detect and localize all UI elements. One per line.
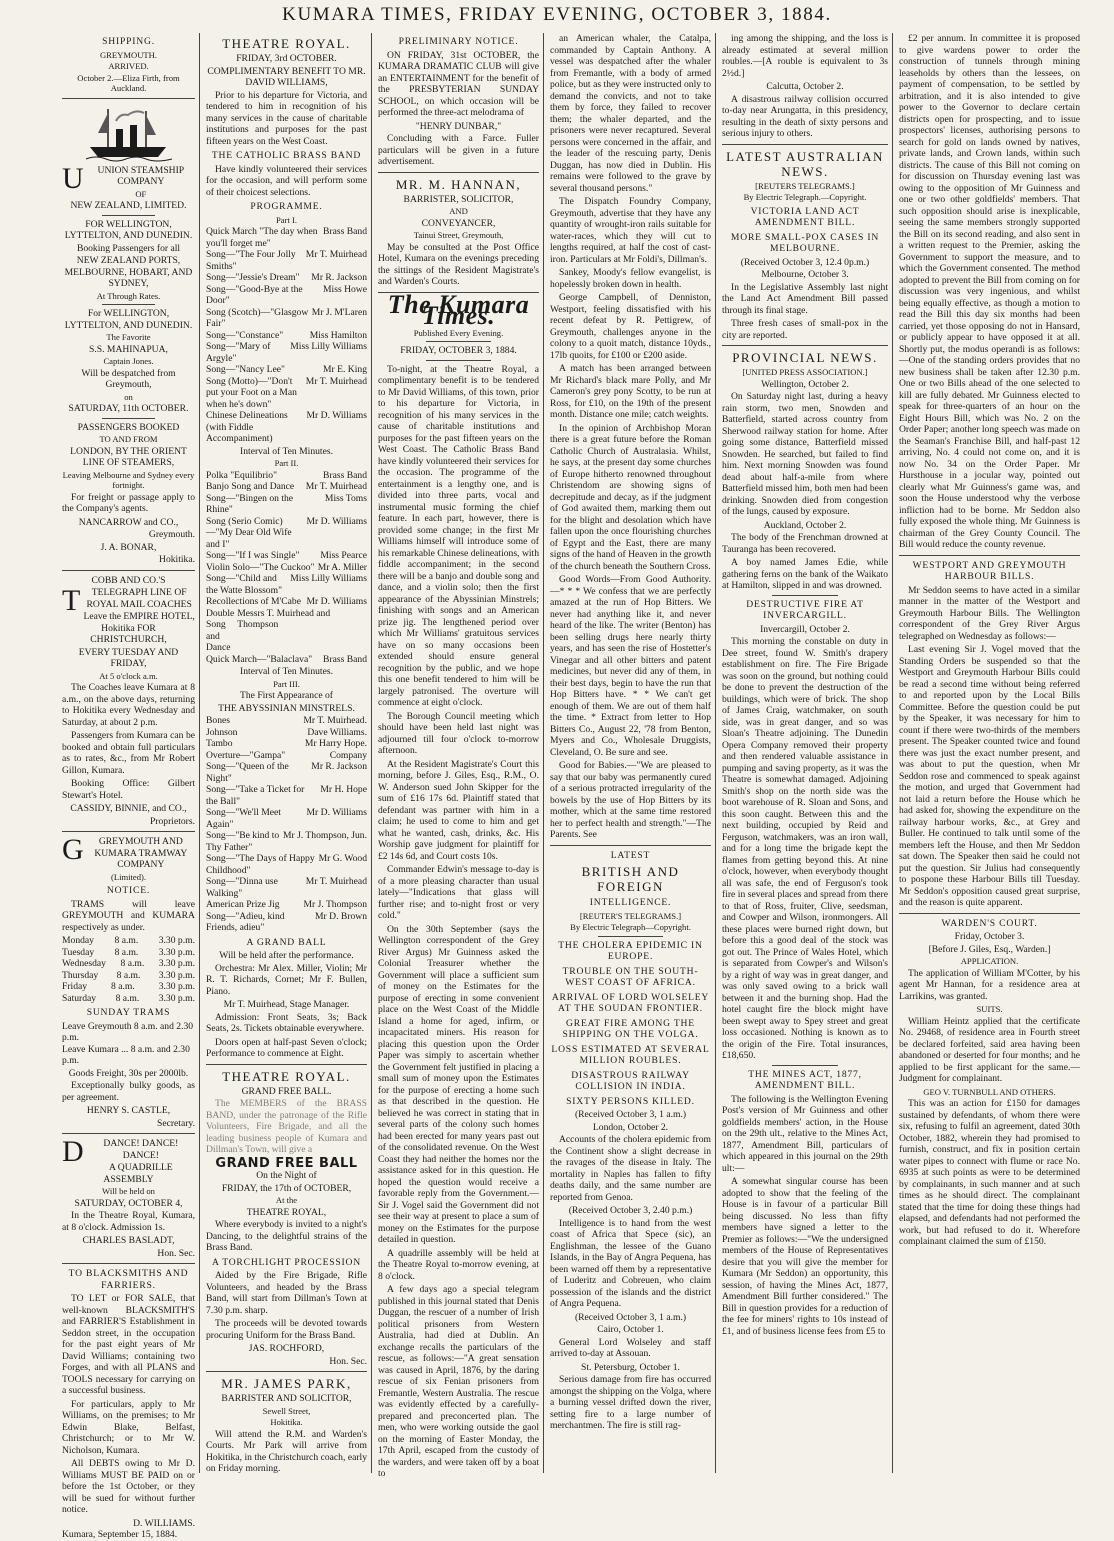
tramway-limited: (Limited). <box>110 871 147 882</box>
news-paragraph: an American whaler, the Catalpa, commanded by Captain Anthony. A vessel was despatched after the whaler from Fremantle, with a body of armed police, but as they were instructed only to demand the convicts, and not to take them by force, they failed to recover them; the whaler departed, and the prisoners were never recaptured. Several persons were concerned in the affair, and the leader of the rescuing party, Denis Duggan, has now died in Dublin. His remains were followed to the grave by several thousand persons." <box>550 33 711 194</box>
doors-open: Doors open at half-past Seven o'clock; Performance to commence at Eight. <box>206 1036 367 1059</box>
dance-quadrille: A QUADRILLE ASSEMBLY <box>103 1162 173 1185</box>
received-1: (Received October 3, 1 a.m.) <box>574 1109 687 1120</box>
list-item: Song—"The Days of Happy Childhood" Mr G. Wood <box>206 853 367 876</box>
nameplate: The Kumara Times. <box>387 289 530 330</box>
list-item: Song—"Nancy Lee" Mr E. King <box>206 364 367 375</box>
usc-favorite: The Favorite <box>106 332 151 342</box>
table-row: Thursday 8 a.m. 3.30 p.m. <box>62 969 195 981</box>
calcutta-body: A disastrous railway collision occurred to-day near Arungatta, in this presidency, resulting in the death of sixty persons and serious injury to others. <box>722 93 888 139</box>
blacksmiths-body-2: For particulars, apply to Mr Williams, on the premises; to Mr Edwin Blake, Belfast, Christchurch; or to Mr W. Nicholson, Kumara. <box>62 1398 195 1456</box>
theatre-royal-heading-2: THEATRE ROYAL. <box>222 1068 351 1084</box>
cobb-leave: Leave the EMPIRE HOTEL, Hokitika FOR CHRISTCHURCH, <box>83 611 195 645</box>
table-row: Wednesday 8 a.m. 3.30 p.m. <box>62 958 195 969</box>
hannan-and: AND <box>449 206 468 216</box>
divider <box>62 1263 195 1264</box>
list-item: Double Song and Dance Messrs T. Muirhead and Thompson <box>206 607 331 653</box>
provincial-news-heading: PROVINCIAL NEWS. <box>732 350 878 365</box>
preliminary-body: ON FRIDAY, 31st OCTOBER, the KUMARA DRAMATIC CLUB will give an ENTERTAINMENT for the benefit of the PRESBYTERIAN SUNDAY SCHOOL, on which occasion will be performed the three-act melodrama of <box>378 49 539 118</box>
sunday-trams-heading: SUNDAY TRAMS <box>86 1007 171 1018</box>
intelligence-body: Intelligence is to hand from the west coast of Africa that Spece (sic), an Englishman, the lessee of the Guano Islands, in the Bay of Angra Pequena, has been warned off them by a representative of Luderitz and Cobreuen, who claim possession of the islands and the district of Angra Pequena. <box>550 1217 711 1309</box>
cast-list <box>206 715 367 750</box>
preliminary-heading: PRELIMINARY NOTICE. <box>398 36 519 47</box>
passengers-freight: For freight or passage apply to the Company's agents. <box>62 491 195 514</box>
interval-1: Interval of Ten Minutes. <box>240 445 333 457</box>
list-item: Song—"Good-Bye at the Door" Miss Howe <box>206 283 367 306</box>
list-item: American Prize Jig Mr J. Thompson <box>206 899 367 910</box>
dateline-calcutta: Calcutta, October 2. <box>766 81 844 92</box>
free-ball-at: At the <box>275 1195 298 1205</box>
free-ball-venue: THEATRE ROYAL, <box>246 1206 327 1218</box>
latest-australian-heading: LATEST AUSTRALIAN NEWS. <box>726 148 884 179</box>
dance-where: In the Theatre Royal, Kumara, at 8 o'clock. Admission 1s. <box>62 1210 195 1233</box>
blacksmiths-heading: TO BLACKSMITHS AND FARRIERS. <box>68 1268 189 1291</box>
melbourne-body: In the Legislative Assembly last night the Land Act Amendment Bill passed through its final stage. <box>722 281 888 316</box>
table-row: Friday 8 a.m. 3.30 p.m. <box>62 981 195 992</box>
cobb-days: EVERY TUESDAY AND FRIDAY, <box>78 646 179 669</box>
usc-booking: Booking Passengers for all <box>76 242 181 254</box>
cairo-body: General Lord Wolseley and staff arrived to-day at Assouan. <box>550 1336 711 1359</box>
steamship-icon <box>86 103 172 163</box>
divider <box>426 341 490 342</box>
park-address: Sewell Street, <box>262 1405 311 1416</box>
agent-2-location: Hokitika. <box>159 554 195 565</box>
news-paragraph: In the opinion of Archbishop Moran there is a great future before the Roman Catholic Church of Australasia. Whilst, he says, at the present day some churches of Europe hitherto renowned throughout Christendom are showing signs of decrepitude and decay, as if the judgment of God awaited them, marking them out for the blight and desolation which have fallen upon the once flourishing churches of Egypt and the East, there are many signs of the hand of Heaven in the growth of the church beneath the Southern Cross. <box>550 422 711 572</box>
divider <box>206 1371 367 1372</box>
part-2: Part II. <box>274 458 299 468</box>
list-item: Song—"Dinna use Walking" Mr T. Muirhead <box>206 876 367 899</box>
sunday-line-1: Leave Greymouth 8 a.m. and 2.30 p.m. <box>62 1020 194 1043</box>
editorial-paragraph: A quadrille assembly will be held at the Theatre Royal to-morrow evening, at 8 o'clock. <box>378 1247 539 1282</box>
editorial-paragraph: On the 30th September (says the Wellington correspondent of the Grey River Argus) Mr Guinness asked the Colonial Treasurer whether the Government will place a sufficient sum of money on the Estimates for the purpose of erecting in some convenient place on the West Coast of the Middle Island a home for aged, infirm, or incapacitated miners. His reason for placing this question upon the Order Paper was simply to ascertain whether the Government felt justified in placing a small sum of money upon the Estimates for the purpose of erecting a home such as that described in the question. He believed he was correct in stating that in several parts of the colony such homes had been erected for many years past out of the consolidated revenue. On the West Coast they had neither the homes nor the assistance asked for in this question. He hoped the question would receive a favorable reply from the Government.—Sir J. Vogel said the Government did not see their way at present to place a sum of money on the Estimates for the purpose detailed in question. <box>378 923 539 1245</box>
column-4 <box>546 33 716 1473</box>
hannan-body: May be consulted at the Post Office Hotel, Kumara on the evenings preceding the sittings of the Resident Magistrate's and Warden's Courts. <box>378 241 539 287</box>
torchlight-body-2: The proceeds will be devoted towards procuring Uniform for the Brass Band. <box>206 1318 367 1341</box>
dateline-wellington: Wellington, October 2. <box>761 378 849 390</box>
list-item: Johnson Dave Williams. <box>206 726 367 738</box>
part-1-list <box>206 226 367 445</box>
sunday-line-2: Leave Kumara ... 8 a.m. and 2.30 p.m. <box>62 1043 190 1066</box>
dateline-cairo: Cairo, October 1. <box>597 1324 664 1335</box>
list-item: Song—"Constance" Miss Hamilton <box>206 329 367 341</box>
bulky-goods: Exceptionally bulky goods, as per agreement. <box>62 1080 195 1103</box>
park-title: BARRISTER AND SOLICITOR, <box>221 1393 352 1404</box>
blacksmiths-body-3: All DEBTS owing to Mr D. Williams MUST BE PAID on or before the 1st October, or they will be sued for without further notice. <box>62 1458 195 1515</box>
list-item: Song—"If I was Single" Miss Pearce <box>206 550 367 561</box>
tram-signature: HENRY S. CASTLE, <box>86 1105 171 1116</box>
wellington-body: On Saturday night last, during a heavy rain storm, two men, Snowden and Batterfield, started across country from Sherwood railway station for home. After going some distance, Batterfield missed Snowden. He searched, but failed to find him. Next morning Snowden was found dead about half-a-mile from where Batterfield missed him, both men had been drinking. Snowden died from congestion of the lungs, caused by exposure. <box>722 391 888 517</box>
agent-2: J. A. BONAR, <box>100 541 157 553</box>
column-1 <box>58 33 200 1540</box>
cobb-body-1: The Coaches leave Kumara at 8 a.m., on the above days, returning to Hokitika every Wednesday and Saturday, at about 2 p.m. <box>62 682 195 728</box>
divider <box>772 1065 838 1066</box>
editorial-paragraph: To-night, at the Theatre Royal, a complimentary benefit is to be tendered to Mr David Williams, of this town, prior to his departure for Victoria, in recognition of his many services in the cause of charitable institutions and purposes for the past fifteen years on the West Coast. The Catholic Brass Band have kindly volunteered their services for the occasion. The programme of the entertainment is a lengthy one, and is divided into three parts, vocal and instrumental music forming the chief feature. In each part, however, there is provided some change; in the first Mr Williams himself will introduce some of his remarkable Chinese delineations, with fiddle accompaniment; in the second there will be a banjo and double song and dance, and a violin solo; then the first appearance of the Abyssinian Minstrels; finishing with songs and an American prize jig. The lengthened period over which Mr Williams' gratuitous services have on so many occasions been extended should ensure general recognition by the public, and we hope this one benefit tendered to him will be largely patronised. The overture will commence at eight o'clock. <box>378 363 539 708</box>
admission: Admission: Front Seats, 3s; Back Seats, 2s. Tickets obtainable everywhere. <box>206 1011 367 1034</box>
usc-of: OF <box>135 188 147 199</box>
harbour-body-2: Last evening Sir J. Vogel moved that the Standing Orders be suspended so that the Westport and Greymouth Harbour Bills could be read a second time without being referred to and reported upon by the Local Bills Committee. Before the question could be put by the Speaker, it was necessary for him to count if there were two-thirds of the members present. The Speaker counted twice and found there was just the exact number present, and was about to put the question, when Mr Seddon rose and commenced to speak against the motion, and urged that Government had not laid a return before the House which he had asked for, showing the expenditure on the railway harbour works, &c., at Grey and Buller. He continued to talk until some of the members left the House, and then Mr Seddon sat down. The Speaker then said he could not put the question. Sir Julius had consequently to pospone these Harbour Bills till Tuesday. Mr Seddon's opposition caused great surprise, and the reason is quite apparent. <box>899 644 1080 908</box>
copyright-label: By Electric Telegraph.—Copyright. <box>743 192 867 202</box>
usc-date: SATURDAY, 11th OCTOBER. <box>68 403 189 414</box>
dance-held: Will be held on <box>102 1186 155 1196</box>
editorial-paragraph: Commander Edwin's message to-day is of a more pleasing character than usual lately—"Indications that glass will further rise; and to-night frost or very cold." <box>378 864 539 921</box>
divider <box>62 98 195 99</box>
dance-date: SATURDAY, OCTOBER 4, <box>74 1197 183 1209</box>
list-item: Song—"We'll Meet Again" Mr D. Williams <box>206 807 367 830</box>
theatre-royal-heading: THEATRE ROYAL. <box>222 36 351 51</box>
news-heading: MORE SMALL-POX CASES IN MELBOURNE. <box>730 231 880 254</box>
reuters-label: [REUTERS TELEGRAMS.] <box>755 180 855 191</box>
news-heading: THE CHOLERA EPIDEMIC IN EUROPE. <box>558 939 703 962</box>
dateline-st-petersburg: St. Petersburg, October 1. <box>581 1361 680 1373</box>
melbourne-body-2: Three fresh cases of small-pox in the city are reported. <box>722 318 888 341</box>
column-2 <box>202 33 372 1473</box>
list-item: Bones Mr T. Muirhead. <box>206 715 367 726</box>
suit-2-heading: GEO V. TURNBULL AND OTHERS. <box>923 1086 1056 1097</box>
news-paragraph: Good Words—From Good Authority.—* * * We confess that we are perfectly amazed at the run of Hop Bitters. We never had anything like it, and never heard of the like. The writer (Benton) has been selling drugs here nearly thirty years, and has seen the rise of Hostetter's Vinegar and all other bitters and patent medicines, but never did any of them, in their best days, begin to have the run that Hop Bitters have. * * We can't get enough of them. We are out of them half the time. * Extract from letter to Hop Bitters Co., August 22, '78 from Benton, Myers and Co., Wholesale Druggists, Cleveland, O. Be sure and see. <box>550 574 711 758</box>
list-item: Song—"Queen of the Night" Mr R. Jackson <box>206 761 367 784</box>
reuters-label: [REUTER'S TELEGRAMS.] <box>579 910 682 921</box>
part-3: Part III. <box>273 678 300 689</box>
usc-despatch: Will be despatched from Greymouth, <box>81 367 176 390</box>
list-item: Polka "Equilibrio" Brass Band <box>206 469 367 481</box>
table-row: Tuesday 8 a.m. 3.30 p.m. <box>62 946 195 958</box>
divider <box>378 172 539 173</box>
grand-ball-body: Will be held after the performance. <box>219 950 354 961</box>
list-item: Chinese Delineations (with Fiddle Accompaniment) Mr D. Williams <box>206 410 367 444</box>
mines-body: The following is the Wellington Evening Post's version of Mr Guinness and other goldfields members' action, in the House on the 29th ult., relative to the Mines Act, 1877, Amendment Bill, particulars of which appeared in this journal on the 29th ult:— <box>722 1093 888 1174</box>
passengers-heading: PASSENGERS BOOKED <box>77 421 180 433</box>
wardens-court-date: Friday, October 3. <box>954 931 1025 942</box>
harbour-bills-heading: WESTPORT AND GREYMOUTH HARBOUR BILLS. <box>912 559 1067 582</box>
list-item: Song—"Take a Ticket for the Ball" Mr H. Hope <box>206 784 367 807</box>
agent-1-location: Greymouth. <box>148 529 195 540</box>
torchlight-heading: A TORCHLIGHT PROCESSION <box>211 1256 361 1268</box>
cobb-heading: COBB AND CO.'S <box>91 574 166 586</box>
divider <box>899 555 1080 556</box>
hannan-heading: MR. M. HANNAN, <box>395 176 522 192</box>
benefit-body: Prior to his departure for Victoria, and tendered to him in recognition of his many services in the cause of charitable institutions and purposes for the past fifteen years on the West Coast. <box>206 89 367 147</box>
list-item: Song—"Mary of Argyle" Miss Lilly Williams <box>206 341 367 364</box>
divider <box>772 595 838 596</box>
dateline-melbourne: Melbourne, October 3. <box>761 269 849 280</box>
free-ball-invite: Where everybody is invited to a night's Dancing, to the delightful strains of the Brass Band. <box>206 1219 367 1253</box>
cobb-signature: CASSIDY, BINNIE, and CO., <box>70 803 187 814</box>
minstrels-heading: THE ABYSSINIAN MINSTRELS. <box>218 702 355 714</box>
preliminary-play: "HENRY DUNBAR," <box>415 120 502 132</box>
copyright-label: By Electric Telegraph—Copyright. <box>570 922 691 932</box>
blacksmiths-body-1: TO LET or FOR SALE, that well-known BLACKSMITH'S and FARRIER'S Establishment in Seddon street, in the occupation for the past eight years of Mr David Williams; containing two Forges, and with all PLANS and TOOLS necessary for carrying on a successful business. <box>62 1293 195 1396</box>
usc-for-1: FOR WELLINGTON, LYTTELTON, AND DUNEDIN. <box>64 218 193 241</box>
list-item: Song—"The Four Jolly Smiths" Mr T. Muirhead <box>206 249 367 272</box>
news-paragraph: Sankey, Moody's fellow evangelist, is hopelessly broken down in health. <box>550 267 711 290</box>
tram-body: TRAMS will leave GREYMOUTH and KUMARA respectively as under. <box>62 898 195 933</box>
list-item: Song—"Bingen on the Rhine" Miss Toms <box>206 492 367 515</box>
application-body: The application of William M'Cotter, by his agent Mr Hannan, for a residence area at Larrikins, was granted. <box>899 967 1080 1002</box>
columns <box>58 33 1084 1540</box>
cobb-body-3: Booking Office: Gilbert Stewart's Hotel. <box>62 778 195 801</box>
news-paragraph: ing among the shipping, and the loss is already estimated at several million roubles.—[A rouble is equivalent to 3s 2½d.] <box>722 33 888 79</box>
list-item: Quick March—"Balaclava" Brass Band <box>206 653 367 665</box>
free-ball-body: The MEMBERS of the BRASS BAND, under the patronage of the Rifle Volunteers, Fire Brigade, and all the leading business people of Kumara and Dillman's Town, will give a <box>206 1098 367 1155</box>
divider <box>62 831 195 832</box>
list-item: Song (Serio Comic)—"My Dear Old Wife and I" Mr D. Williams <box>206 515 367 550</box>
list-item: Quick March "The day when you'll forget me" Brass Band <box>206 226 367 249</box>
free-ball-date: FRIDAY, the 17th of OCTOBER, <box>221 1182 352 1194</box>
news-heading: SIXTY PERSONS KILLED. <box>566 1095 695 1107</box>
free-ball-heading: GRAND FREE BALL. <box>241 1085 332 1097</box>
passengers-to: TO AND FROM <box>99 434 158 444</box>
divider <box>426 360 490 361</box>
usc-ports: NEW ZEALAND PORTS, MELBOURNE, HOBART, AND SYDNEY, <box>64 255 193 289</box>
usc-rates: At Through Rates. <box>96 290 161 301</box>
editorial-date: FRIDAY, OCTOBER 3, 1884. <box>400 345 517 356</box>
list-item: Song—"Jessie's Dream" Mr R. Jackson <box>206 272 367 283</box>
wardens-court-heading: WARDEN'S COURT. <box>941 917 1038 929</box>
intelligence-heading: INTELLIGENCE. <box>589 897 672 908</box>
arrival-entry: October 2.—Eliza Firth, from Auckland. <box>77 72 180 93</box>
agent-1: NANCARROW and CO., <box>78 516 179 528</box>
editorial-paragraph: The Borough Council meeting which should have been held last night was adjourned till four o'clock to-morrow afternoon. <box>378 710 539 756</box>
divider <box>899 913 1080 914</box>
divider <box>722 345 888 346</box>
park-town: Hokitika. <box>270 1417 303 1427</box>
list-item: Violin Solo—"The Cuckoo" Mr A. Miller <box>206 561 367 573</box>
benefit-heading: COMPLIMENTARY BENEFIT TO MR. DAVID WILLIAMS, <box>207 65 366 88</box>
part-2-list <box>206 470 367 666</box>
dateline-invercargill: Invercargill, October 2. <box>760 623 850 635</box>
theatre-date: FRIDAY, 3rd OCTOBER. <box>236 53 337 64</box>
suit-2: This was an action for £150 for damages sustained by defendants, of whom there were six, refusing to fulfil an agreement, dated 30th October, 1882, wherein they had promised to furnish, construct, and fix in position certain water pipes to connect with flume or race No. 6935 at such points as were to be determined by complainants, in such manner and at such times as he should direct. The complainant stated that the time for doing these things had elapsed, and defendants had not performed the work, but had refused to do it. Wherefore complainant claimed the sum of £150. <box>899 1098 1080 1247</box>
programme-heading: PROGRAMME. <box>250 201 323 212</box>
fire-heading: DESTRUCTIVE FIRE AT INVERCARGILL. <box>746 598 864 621</box>
usc-title: U UNION STEAMSHIP COMPANY <box>62 161 185 195</box>
free-ball-night: On the Night of <box>256 1170 317 1181</box>
news-paragraph: Good for Babies.—"We are pleased to say that our baby was permanently cured of a serious protracted irregularity of the bowels by the use of Hop Bitters by its mother, which at the same time restored her to perfect health and strength."—The Parents. See <box>550 760 711 840</box>
auckland-body-2: A boy named James Edie, while gathering ferns on the bank of the Waikato at Hamilton, slipped in and was drowned. <box>722 557 888 591</box>
part-3-list <box>206 750 367 934</box>
band-body: Have kindly volunteered their services for the occasion, and will perform some of their choicest selections. <box>206 163 367 198</box>
news-heading: LOSS ESTIMATED AT SEVERAL MILLION ROUBLES. <box>551 1043 710 1066</box>
cobb-body-2: Passengers from Kumara can be booked and obtain full particulars as to rates, &c., from Mr Robert Gillon, Kumara. <box>62 730 195 776</box>
suits-heading: SUITS. <box>976 1004 1003 1014</box>
news-heading: VICTORIA LAND ACT AMENDMENT BILL. <box>750 205 860 228</box>
news-paragraph: A match has been arranged between Mr Richard's black mare Polly, and Mr Cameron's grey pony Scotty, to be run at Ross, for £10, on the 19th of the present month. Distance one mile; catch weights. <box>550 363 711 420</box>
application-heading: APPLICATION. <box>960 956 1019 966</box>
tramway-title: G GREYMOUTH AND KUMARA TRAMWAY COMPANY <box>62 833 188 870</box>
list-item: Song—"Be kind to Thy Father" Mr J. Thompson, Jun. <box>206 830 367 853</box>
received-2: (Received October 3, 2.40 p.m.) <box>568 1205 693 1216</box>
invercargill-body: This morning the constable on duty in Dee street, found W. Smith's drapery establishment on fire. The Fire Brigade was soon on the ground, but nothing could be done to prevent the destruction of the buildings, which were of brick. The shop of James Craig, watchmaker, on south side, was in great danger, and so was Sloan's Theatre adjoining. The Dunedin Opera Company removed their property and then rendered valuable assistance in pumping and saving property, as it was the Theatre is somewhat damaged. Adjoining Smith's shop on the north side was the boot warehouse of R. Sloan and Sons, and this soon caught. Between this and the next building, occupied by Reid and Ferguson, watchmakers, was an iron wall, and for a long time the brigade kept the flames from getting beyond this. At nine o'clock, however, when everybody thought all was safe, the end of Ferguson's took fire in several places and spread from there to that of Ross, fruiter, Clive, seedsman, and Cowper and Wilson, ironmongers. All these places were burned right down, but before this a good deal of the stock was got out. The Prince of Wales Hotel, which is separated from Cowper's and Wilson's by a right of way was in great danger, and was only saved owing to a brick wall between it and the burning shop. Had the hotel caught fire the block might have been swept away to Spey street and great loss occasioned. Nothing is known as to the origin of the Fire. Total insurances, £18,650. <box>722 636 888 1061</box>
british-foreign-heading: BRITISH AND FOREIGN <box>581 864 680 894</box>
divider <box>62 1133 195 1134</box>
news-heading: DISASTROUS RAILWAY COLLISION IN INDIA. <box>571 1069 690 1092</box>
upa-label: [UNITED PRESS ASSOCIATION.] <box>742 367 868 377</box>
table-row: Saturday 8 a.m. 3.30 p.m. <box>62 992 195 1004</box>
divider <box>598 936 662 937</box>
interval-2: Interval of Ten Minutes. <box>240 666 333 677</box>
cobb-signature-2: Proprietors. <box>149 815 195 827</box>
table-row: Monday 8 a.m. 3.30 p.m. <box>62 935 195 946</box>
harbour-body: Mr Seddon seems to have acted in a similar manner in the matter of the Westport and Greymouth Harbour Bills. The Wellington correspondent of the Grey River Argus telegraphed on Wednesday as follows:— <box>899 584 1080 642</box>
usc-for-2: For WELLINGTON, LYTTELTON, AND DUNEDIN. <box>64 308 193 331</box>
free-ball-big: GRAND FREE BALL <box>215 1155 358 1171</box>
divider <box>550 845 711 846</box>
orchestra: Orchestra: Mr Alex. Miller, Violin; Mr R. T. Richards, Cornet; Mr F. Bullen, Piano. <box>206 962 367 997</box>
divider <box>102 418 155 419</box>
news-heading: GREAT FIRE AMONG THE SHIPPING ON THE VOLGA. <box>562 1017 699 1040</box>
wardens-court-before: [Before J. Giles, Esq., Warden.] <box>928 943 1051 955</box>
suit-1: William Heintz applied that the certificate No. 29468, of residence area in Fourth street be declared forfeited, said area having been abandoned or deserted for four months; and he applied to be first applicant for the same.—Judgment for complainant. <box>899 1015 1080 1084</box>
blacksmiths-date: Kumara, September 15, 1884. <box>62 1529 178 1540</box>
news-paragraph: £2 per annum. In committee it is proposed to give wardens power to order the construction of tunnels through mining leaseholds by others than the lessees, on payment of compensation, to be settled by arbitration, and it is also intended to give power to the Governor to declare certain districts open for prospecting, and to issue prospectors' licenses, authorising persons to search for gold on lands owned by natives, private lands, and Crown lands, within such districts. The cause of this Bill not coming on for discussion on Thursday evening last was owing to the opposition of Mr Guinness and one or two other goldfields' members. That such opposition should arise is inexplicable, seeing the same members strongly supported the Bill on its second reading, and also sent in a written request to the Premier, asking the Government to support the measure, and to which the Government consented. The method adopted to prevent the Bill from coming on for discussion was very ingenious, and whilst being equally effective, as though a motion to read the Bill this day six months had been carried, yet those opposing do not in Hansard, or publicly appear to have opposed it at all. Shortly put, the modus operandi is as follows:—One of the standing orders provides that no new business shall be taken after 12.30 p.m. One or two Bills ahead of the one selected to kill are fully debated. Mr Guinness elected to speak for three-quarters of an hour on the Eight Hours Bill, which was No. 2 on the Order Paper; another long speech was made on the Seaman's Franchise Bill, and half-past 12 arriving, No. 4 could not come on, and it is now No. 34 on the Order Paper. Mr Hursthouse in a jocular way, pointed out clearly what Mr Guinness's game was, and soon the House understood why the verbose infliction had to be borne. Mr Seddon also fully exposed the whole thing. Mr Guinness is chairman of the Grey County Council. The Bill would reduce the county revenue. <box>899 33 1080 550</box>
dateline-london: London, October 2. <box>592 1121 669 1133</box>
hannan-conveyancer: CONVEYANCER, <box>421 217 496 229</box>
list-item: Song (Motto)—"Don't put your Foot on a Man when he's down" Mr T. Muirhead <box>206 375 367 410</box>
part-1: Part I. <box>275 214 297 225</box>
dateline-auckland: Auckland, October 2. <box>763 519 847 531</box>
tram-timetable <box>62 935 195 1004</box>
list-item: Song—"Child and the Watte Blossom" Miss Lilly Williams <box>206 573 367 596</box>
tram-signature-2: Secretary. <box>157 1117 195 1129</box>
editorial-paragraph: At the Resident Magistrate's Court this morning, before J. Giles, Esq., R.M., O. W. Anderson sued John Skipper for the sum of £16 17s 6d. Plaintiff stated that defendant was partner with him in a claim; he used to come to him and get what he wanted, cash, drinks, &c. His Worship gave judgment for plaintiff for £2 14s 6d, and Court costs 10s. <box>378 758 539 862</box>
band-heading: THE CATHOLIC BRASS BAND <box>211 150 362 161</box>
dance-signature: CHARLES BASLADT, <box>82 1235 175 1246</box>
cobb-time: At 5 o'clock a.m. <box>99 670 158 681</box>
park-heading: MR. JAMES PARK, <box>221 1376 352 1391</box>
dance-heading: D DANCE! DANCE! DANCE! <box>62 1135 179 1168</box>
usc-on: on <box>124 391 133 402</box>
london-body: Accounts of the cholera epidemic from the Continent show a slight decrease in the ravages of the disease in Italy. The mortality in Naples has fallen to fifty deaths daily, and the same number are reported from Genoa. <box>550 1134 711 1203</box>
grand-ball-heading: A GRAND BALL <box>246 936 327 948</box>
list-item: Tambo Mr Harry Hope. <box>206 738 367 749</box>
preliminary-body-2: Concluding with a Farce. Fuller particulars will be given in a future advertisement. <box>378 133 539 167</box>
list-item: Song—"Adieu, kind Friends, adieu" Mr D. Brown <box>206 910 367 933</box>
divider <box>722 144 888 145</box>
torchlight-signature: JAS. ROCHFORD, <box>248 1343 325 1354</box>
column-6 <box>895 33 1084 1473</box>
list-item: Overture—"Gampa" Company <box>206 749 367 761</box>
divider <box>62 570 195 571</box>
editorial-paragraph: A few days ago a special telegram published in this journal stated that Denis Duggan, the rescuer of a number of Irish political prisoners from Western Australia, had died at Dublin. An exchange recalls the particulars of the rescue, as follows:—"A great sensation was caused in April, 1876, by the daring rescue of six Fenian prisoners from Fremantle, Western Australia. The rescue was evidently effected by a carefully-prepared and preconcerted plan. The men, who were working outside the gaol on the morning of Easter Monday, the 17th April, escaped from the custody of the warders, and were taken off by a boat to <box>378 1284 539 1479</box>
list-item: Recollections of M'Cabe Mr D. Williams <box>206 596 367 607</box>
torchlight-signature-2: Hon. Sec. <box>329 1355 367 1367</box>
hannan-title: BARRISTER, SOLICITOR, <box>403 193 514 205</box>
mines-act-heading: THE MINES ACT, 1877, AMENDMENT BILL. <box>748 1068 862 1091</box>
column-3 <box>374 33 544 1479</box>
published-every-evening: Published Every Evening. <box>413 327 504 338</box>
usc-captain: Captain Jones. <box>103 356 154 366</box>
passengers-leaving: Leaving Melbourne and Sydney every fortnight. <box>62 469 195 490</box>
list-item: Banjo Song and Dance Mr T. Muirhead <box>206 481 367 492</box>
shipping-heading: SHIPPING. <box>102 36 155 47</box>
st-petersburg-body: Serious damage from fire has occurred amongst the shipping on the Volga, where a burning vessel drifted down the river, setting fire to a large number of merchantmen. The fire is still rag- <box>550 1374 711 1431</box>
greymouth-label: GREYMOUTH. <box>99 49 158 60</box>
column-5 <box>718 33 893 1473</box>
mines-body-2: A somewhat singular course has been adopted to show that the feeling of the House is in favour of a particular Bill being discussed. No less than fifty members have signed a letter to the Premier as follows:—"We the undersigned members of the House of Representatives desire that you will give the member for Kumara (Mr Seddon) an opportunity, this session, of having the Mines Act, 1877, Amendment Bill further considered." The Bill in question provides for a reduction of the fee for miners' rights to 10s instead of £1, and of business license fees from £5 to <box>722 1176 888 1337</box>
blacksmiths-signature: D. WILLIAMS. <box>133 1517 195 1529</box>
divider <box>102 215 155 216</box>
dance-signature-2: Hon. Sec. <box>157 1247 195 1259</box>
goods-freight: Goods Freight, 30s per 2000lb. <box>68 1067 189 1079</box>
notice-heading: NOTICE. <box>106 885 151 896</box>
auckland-body: The body of the Frenchman drowned at Tauranga has been recovered. <box>722 532 888 555</box>
stage-manager: Mr T. Muirhead, Stage Manager. <box>223 999 350 1010</box>
received-label: (Received October 3, 12.4 0p.m.) <box>740 256 870 268</box>
news-paragraph: George Campbell, of Denniston, Westport, feeling dissatisfied with his recent defeat by R. Pettigrew, of Greymouth, challenges anyone in the colony to a quoit match, distance 10yds., 17lb quoits, for £100 or £200 aside. <box>550 292 711 361</box>
torchlight-body: Aided by the Fire Brigade, Rifle Volunteers, and headed by the Brass Band, will start from Dillman's Town at 7.30 p.m. sharp. <box>206 1270 367 1316</box>
cobb-title: T TELEGRAPH LINE OF ROYAL MAIL COACHES <box>62 584 192 617</box>
passengers-london: LONDON, BY THE ORIENT LINE OF STEAMERS, <box>70 445 187 468</box>
news-heading: TROUBLE ON THE SOUTH-WEST COAST OF AFRICA. <box>562 965 699 988</box>
divider <box>102 304 155 305</box>
latest-label: LATEST <box>610 849 651 861</box>
news-paragraph: The Dispatch Foundry Company, Greymouth, advertise that they have any quantity of wrought-iron rails suitable for water-races, which they will cut to lengths required, at half the cost of cast-iron. Particulars at Mr Foldi's, Dillman's. <box>550 196 711 265</box>
masthead: KUMARA TIMES, FRIDAY EVENING, OCTOBER 3, 1884. <box>282 4 832 25</box>
usc-nz: NEW ZEALAND, LIMITED. <box>70 200 187 211</box>
hannan-address: Tainui Street, Greymouth, <box>413 230 504 240</box>
arrived-label: ARRIVED. <box>108 61 149 71</box>
divider <box>206 1064 367 1065</box>
received-3: (Received October 3, 1 a.m.) <box>574 1311 687 1323</box>
list-item: Song (Scotch)—"Glasgow Fair" Mr J. M'Laren <box>206 306 367 329</box>
first-appearance: The First Appearance of <box>240 690 333 701</box>
park-body: Will attend the R.M. and Warden's Courts. Mr Park will arrive from Hokitika, in the Christchurch coach, early on Friday morning. <box>206 1428 367 1474</box>
news-heading: ARRIVAL OF LORD WOLSELEY AT THE SOUDAN FRONTIER. <box>551 991 710 1014</box>
usc-ship: S.S. MAHINAPUA, <box>89 343 168 355</box>
